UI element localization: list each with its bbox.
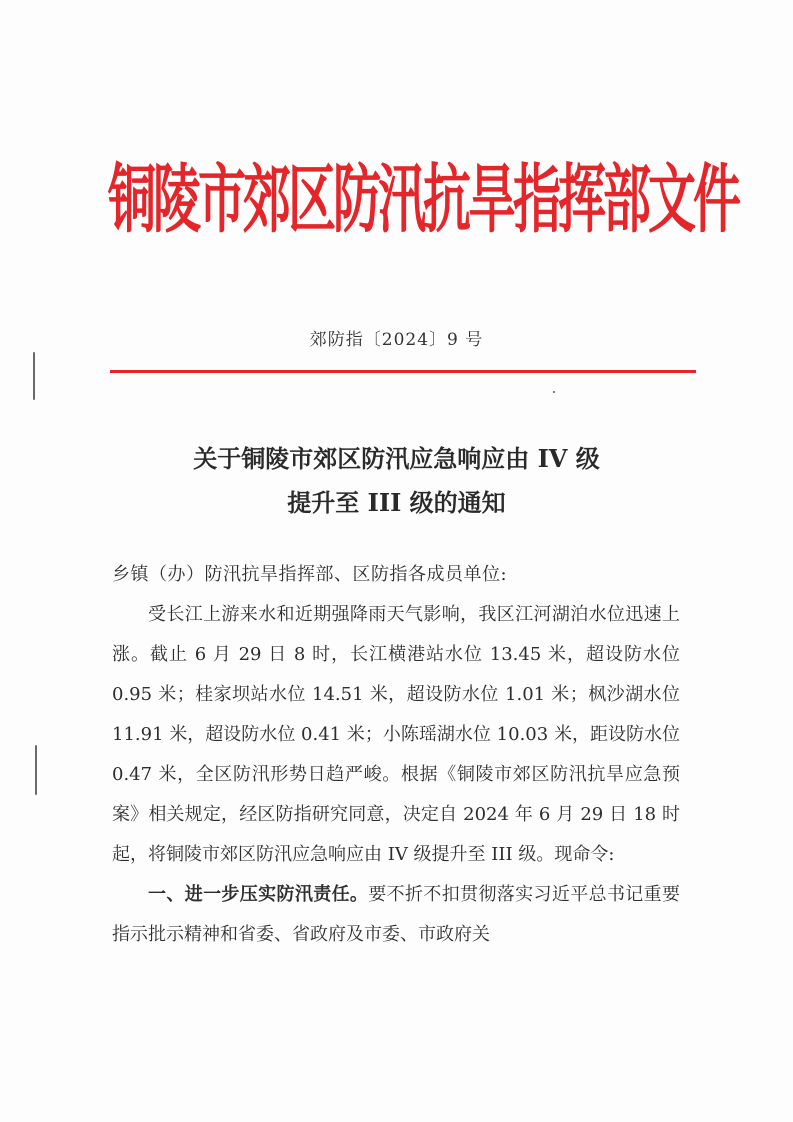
notice-body	[112, 555, 680, 955]
binding-mark	[33, 352, 35, 400]
salutation: 乡镇（办）防汛抗旱指挥部、区防指各成员单位:	[112, 564, 508, 585]
notice-title-line2: 提升至 III 级的通知	[287, 488, 506, 517]
notice-title	[0, 437, 793, 525]
notice-title-line1: 关于铜陵市郊区防汛应急响应由 IV 级	[193, 444, 600, 473]
body-paragraph-1: 受长江上游来水和近期强降雨天气影响，我区江河湖泊水位迅速上涨。截止 6 月 29 日 8 时，长江横港站水位 13.45 米，超设防水位 0.95 米；桂家坝站水位 14.51 米，超设防水位 1.01 米；枫沙湖水位 11.91 米，超设防水位 0.41 米；小陈瑶湖水位 10.03 米，距设防水位 0.47 米，全区防汛形势日趋严峻。根据《铜陵市郊区防汛抗旱应急预案》相关规定，经区防指研究同意，决定自 2024 年 6 月 29 日 18 时起，将铜陵市郊区防汛应急响应由 IV 级提升至 III 级。现命令:	[112, 604, 680, 865]
section-1	[112, 875, 680, 955]
red-divider-line	[110, 370, 696, 373]
scan-speck	[553, 391, 555, 393]
section-1-text: 要不折不扣贯彻落实习近平总书记重要指示批示精神和省委、省政府及市委、市政府关	[112, 884, 681, 945]
letterhead-title: 铜陵市郊区防汛抗旱指挥部文件	[108, 156, 739, 244]
binding-mark	[35, 745, 37, 795]
section-1-heading: 一、进一步压实防汛责任。	[148, 884, 369, 905]
document-number: 郊防指〔2024〕9 号	[309, 330, 484, 350]
